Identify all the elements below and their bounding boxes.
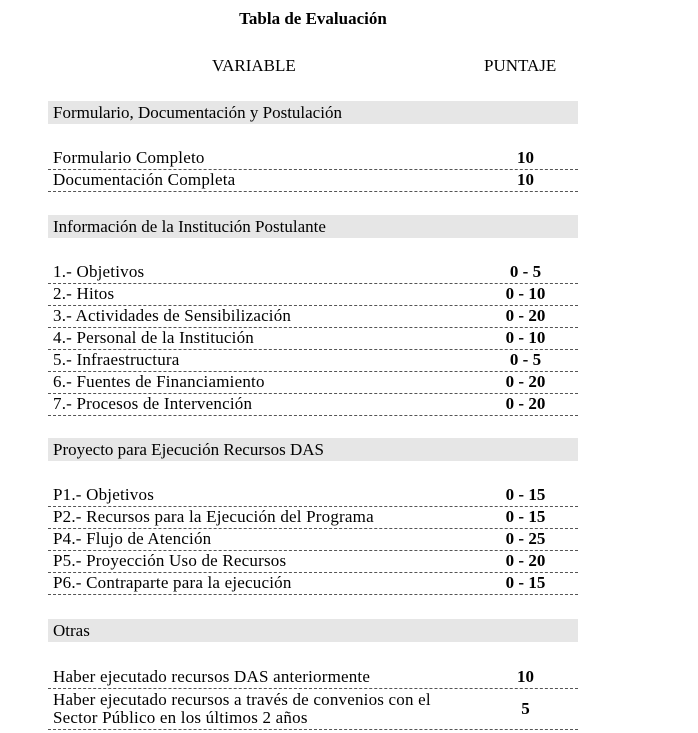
row-label: Haber ejecutado recursos DAS anteriormente — [53, 667, 371, 686]
section-title: Proyecto para Ejecución Recursos DAS — [53, 440, 324, 459]
row-label: 5.- Infraestructura — [53, 350, 180, 369]
row-label: P4.- Flujo de Atención — [53, 529, 212, 548]
row-score: 0 - 25 — [505, 529, 546, 548]
row-label: 1.- Objetivos — [53, 262, 145, 281]
table-row — [48, 528, 578, 551]
table-row — [48, 169, 578, 192]
table-row — [48, 371, 578, 394]
row-score: 0 - 15 — [505, 507, 546, 526]
table-row — [48, 327, 578, 350]
table-row — [48, 147, 578, 170]
section-header — [48, 438, 578, 461]
row-label: 6.- Fuentes de Financiamiento — [53, 372, 265, 391]
row-label: Haber ejecutado recursos a través de convenios con el Sector Público en los últimos 2 años — [53, 690, 431, 727]
table-row — [48, 283, 578, 306]
row-label: P5.- Proyección Uso de Recursos — [53, 551, 287, 570]
section-title: Formulario, Documentación y Postulación — [53, 103, 342, 122]
row-label: Documentación Completa — [53, 170, 236, 189]
table-row — [48, 305, 578, 328]
row-score: 0 - 15 — [505, 485, 546, 504]
row-label: P6.- Contraparte para la ejecución — [53, 573, 292, 592]
section-header — [48, 619, 578, 642]
row-score: 10 — [517, 667, 534, 686]
row-label: 7.- Procesos de Intervención — [53, 394, 253, 413]
row-label: 2.- Hitos — [53, 284, 115, 303]
table-row — [48, 393, 578, 416]
table-row — [48, 689, 578, 730]
section-title: Información de la Institución Postulante — [53, 217, 326, 236]
row-label: P2.- Recursos para la Ejecución del Programa — [53, 507, 374, 526]
section-header — [48, 101, 578, 124]
puntaje-column-header: PUNTAJE — [484, 56, 557, 75]
variable-column-header: VARIABLE — [212, 56, 296, 75]
table-row — [48, 484, 578, 507]
table-row — [48, 666, 578, 689]
row-label: 3.- Actividades de Sensibilización — [53, 306, 292, 325]
row-score: 0 - 20 — [505, 306, 546, 325]
table-row — [48, 572, 578, 595]
table-row — [48, 550, 578, 573]
row-label: 4.- Personal de la Institución — [53, 328, 254, 347]
row-score: 0 - 20 — [505, 372, 546, 391]
row-score: 0 - 10 — [505, 284, 546, 303]
row-score: 0 - 5 — [509, 350, 542, 369]
page-title: Tabla de Evaluación — [239, 9, 387, 28]
row-score: 0 - 20 — [505, 551, 546, 570]
table-row — [48, 506, 578, 529]
row-score: 10 — [517, 148, 534, 167]
table-row — [48, 261, 578, 284]
row-label: P1.- Objetivos — [53, 485, 155, 504]
row-score: 5 — [521, 699, 530, 718]
section-title: Otras — [53, 621, 90, 640]
section-header — [48, 215, 578, 238]
table-row — [48, 349, 578, 372]
row-score: 0 - 20 — [505, 394, 546, 413]
row-label: Formulario Completo — [53, 148, 205, 167]
row-score: 0 - 15 — [505, 573, 546, 592]
row-score: 0 - 10 — [505, 328, 546, 347]
row-score: 0 - 5 — [509, 262, 542, 281]
row-score: 10 — [517, 170, 534, 189]
